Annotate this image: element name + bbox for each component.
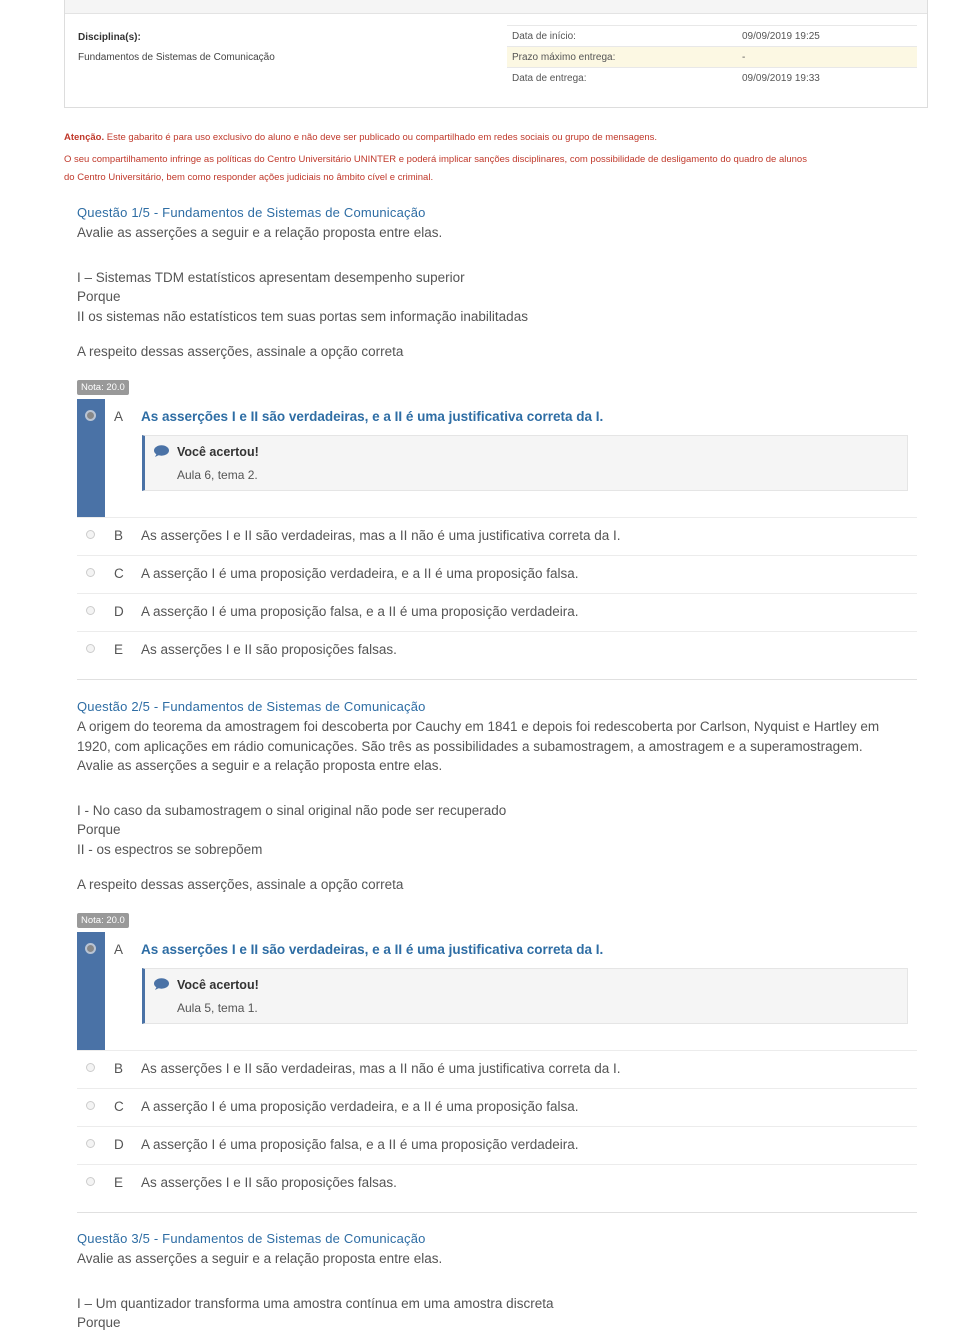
feedback-box [142,968,908,1024]
option-c[interactable] [77,1088,917,1126]
question-title: Questão 3/5 - Fundamentos de Sistemas de Comunicação [77,1231,426,1246]
radio-button[interactable] [86,1139,95,1148]
option-text: A asserção I é uma proposição verdadeira, e a II é uma proposição falsa. [141,565,579,581]
delivery-date-label: Data de entrega: [507,68,737,89]
radio-button[interactable] [85,943,96,954]
option-text: As asserções I e II são verdadeiras, e a II é uma justificativa correta da I. [141,408,604,424]
discipline-value: Fundamentos de Sistemas de Comunicação [78,52,275,63]
assertion-2: II - os espectros se sobrepõem [77,841,263,857]
warning-line-3: do Centro Universitário, bem como responder ações judiciais no âmbito cível e criminal. [64,172,434,183]
option-a[interactable] [77,399,917,517]
dates-table [507,25,917,88]
deadline-row [507,47,917,68]
radio-button[interactable] [86,1177,95,1186]
warning-bold: Atenção. [64,132,105,143]
question-title: Questão 1/5 - Fundamentos de Sistemas de Comunicação [77,205,426,220]
radio-button[interactable] [86,644,95,653]
option-e[interactable] [77,1164,917,1202]
feedback-text: Aula 5, tema 1. [177,1000,258,1015]
radio-button[interactable] [86,1101,95,1110]
feedback-title: Você acertou! [177,444,259,459]
option-text: As asserções I e II são proposições falsas. [141,1174,397,1190]
start-date-row [507,26,917,47]
option-text: A asserção I é uma proposição verdadeira, e a II é uma proposição falsa. [141,1098,579,1114]
question-2 [77,697,919,1213]
score-badge: Nota: 20.0 [77,380,129,395]
deadline-label: Prazo máximo entrega: [507,47,737,68]
porque-text: Porque [77,822,121,837]
option-b[interactable] [77,1050,917,1088]
assertion-1: I – Sistemas TDM estatísticos apresentam desempenho superior [77,269,465,285]
score-badge: Nota: 20.0 [77,913,129,928]
delivery-date-row [507,68,917,89]
option-letter: C [114,1098,124,1114]
porque-text: Porque [77,1315,121,1330]
delivery-date-value: 09/09/2019 19:33 [737,68,917,89]
question-intro-2: 1920, com aplicações em rádio comunicações. São três as possibilidades a subamostragem, a amostragem e a superamostragem. [77,738,863,754]
option-d[interactable] [77,1126,917,1164]
warning-text-1: Este gabarito é para uso exclusivo do aluno e não deve ser publicado ou compartilhado em redes sociais ou grupo de mensagens. [104,132,658,143]
warning-line-2: O seu compartilhamento infringe as políticas do Centro Universitário UNINTER e poderá implicar sanções disciplinares, com possibilidade de desligamento do quadro de alunos [64,154,807,165]
option-e[interactable] [77,631,917,669]
option-letter: D [114,1136,124,1152]
assertion-1: I - No caso da subamostragem o sinal original não pode ser recuperado [77,802,507,818]
question-intro-1: A origem do teorema da amostragem foi descoberta por Cauchy em 1841 e depois foi redescoberta por Carlson, Nyquist e Hartley em [77,719,880,734]
assertion-1: I – Um quantizador transforma uma amostra contínua em uma amostra discreta [77,1295,554,1311]
exam-info-panel [64,0,928,108]
start-date-label: Data de início: [507,26,737,47]
option-text: A asserção I é uma proposição falsa, e a II é uma proposição verdadeira. [141,603,579,619]
question-title: Questão 2/5 - Fundamentos de Sistemas de Comunicação [77,699,426,714]
question-ask: A respeito dessas asserções, assinale a opção correta [77,344,404,359]
option-letter: B [114,1060,124,1076]
radio-button[interactable] [86,530,95,539]
option-letter: E [114,641,124,657]
warning-line-1 [64,128,657,147]
option-text: As asserções I e II são proposições falsas. [141,641,397,657]
start-date-value: 09/09/2019 19:25 [737,26,917,47]
option-letter: E [114,1174,124,1190]
panel-header [65,0,927,14]
option-c[interactable] [77,555,917,593]
comment-icon [153,978,169,991]
porque-text: Porque [77,289,121,304]
deadline-value: - [737,47,917,68]
feedback-box [142,435,908,491]
radio-button[interactable] [86,1063,95,1072]
option-text: A asserção I é uma proposição falsa, e a II é uma proposição verdadeira. [141,1136,579,1152]
option-text: As asserções I e II são verdadeiras, mas a II não é uma justificativa correta da I. [141,1060,621,1076]
question-intro: Avalie as asserções a seguir e a relação proposta entre elas. [77,225,443,240]
option-letter: A [114,408,124,424]
question-divider [77,679,917,680]
feedback-title: Você acertou! [177,977,259,992]
question-divider [77,1212,917,1213]
question-ask: A respeito dessas asserções, assinale a opção correta [77,877,404,892]
radio-button[interactable] [86,606,95,615]
comment-icon [153,445,169,458]
question-3 [77,1229,919,1333]
radio-button[interactable] [86,568,95,577]
option-b[interactable] [77,517,917,555]
option-text: As asserções I e II são verdadeiras, mas a II não é uma justificativa correta da I. [141,527,621,543]
option-letter: C [114,565,124,581]
option-letter: D [114,603,124,619]
feedback-text: Aula 6, tema 2. [177,467,258,482]
assertion-2: II os sistemas não estatísticos tem suas portas sem informação inabilitadas [77,308,528,324]
option-letter: B [114,527,124,543]
option-text: As asserções I e II são verdadeiras, e a II é uma justificativa correta da I. [141,941,604,957]
option-a[interactable] [77,932,917,1050]
question-intro: Avalie as asserções a seguir e a relação proposta entre elas. [77,1251,443,1266]
discipline-label: Disciplina(s): [78,32,141,43]
radio-button[interactable] [85,410,96,421]
question-1 [77,203,919,680]
question-intro-3: Avalie as asserções a seguir e a relação proposta entre elas. [77,758,443,773]
option-d[interactable] [77,593,917,631]
option-letter: A [114,941,124,957]
